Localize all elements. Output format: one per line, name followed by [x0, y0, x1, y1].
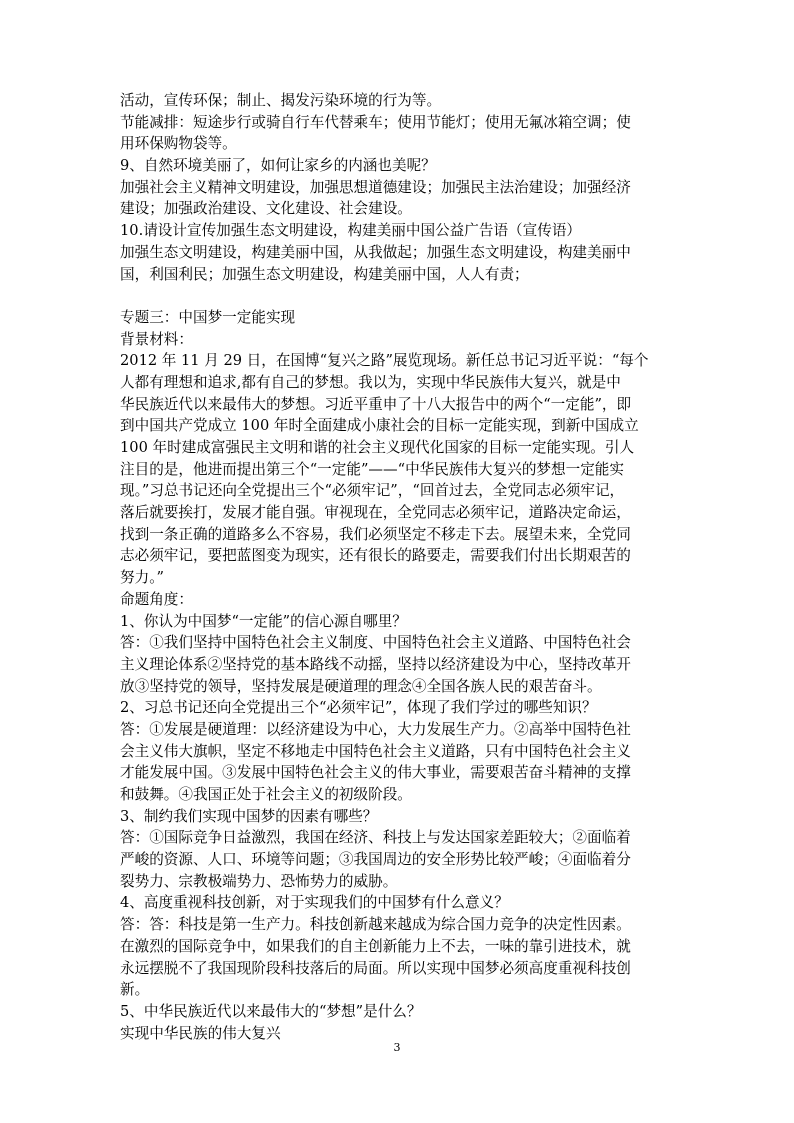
text-line: 国，利国利民；加强生态文明建设，构建美丽中国，人人有责；	[120, 265, 529, 283]
text-line: 到中国共产党成立 100 年时全面建成小康社会的目标一定能实现，到新中国成立	[120, 417, 639, 435]
text-line: 新。	[120, 981, 150, 999]
text-line: 答：①我们坚持中国特色社会主义制度、中国特色社会主义道路、中国特色社会	[120, 634, 631, 652]
text-line: 答：答：科技是第一生产力。科技创新越来越成为综合国力竞争的决定性因素。	[120, 916, 631, 934]
text-line: 建设；加强政治建设、文化建设、社会建设。	[120, 200, 412, 218]
text-line: 志必须牢记，要把蓝图变为现实，还有很长的路要走，需要我们付出长期艰苦的	[120, 547, 631, 565]
text-line: 才能发展中国。③发展中国特色社会主义的伟大事业，需要艰苦奋斗精神的支撑	[120, 764, 631, 782]
blank-line	[120, 285, 680, 307]
text-line: 努力。”	[120, 569, 164, 587]
text-line: 答：①发展是硬道理：以经济建设为中心，大力发展生产力。②高举中国特色社	[120, 720, 631, 738]
text-line: 2012 年 11 月 29 日，在国博“复兴之路”展览现场。新任总书记习近平说：“每个	[120, 352, 649, 370]
document-body	[120, 90, 680, 1044]
text-line: 会主义伟大旗帜，坚定不移地走中国特色社会主义道路，只有中国特色社会主义	[120, 742, 631, 760]
text-line: 3、制约我们实现中国梦的因素有哪些？	[120, 807, 378, 825]
text-line: 10.请设计宣传加强生态文明建设，构建美丽中国公益广告语（宣传语）	[120, 222, 582, 240]
page-number: 3	[393, 1041, 401, 1054]
text-line: 华民族近代以来最伟大的梦想。习近平重申了十八大报告中的两个“一定能”，即	[120, 395, 632, 413]
text-line: 放③坚持党的领导，坚持发展是硬道理的理念④全国各族人民的艰苦奋斗。	[120, 677, 602, 695]
text-line: 在激烈的国际竞争中，如果我们的自主创新能力上不去，一味的靠引进技术，就	[120, 937, 631, 955]
text-line: 节能减排：短途步行或骑自行车代替乘车；使用节能灯；使用无氟冰箱空调；使	[120, 113, 631, 131]
text-line: 专题三：中国梦一定能实现	[120, 308, 296, 326]
text-line: 永远摆脱不了我国现阶段科技落后的局面。所以实现中国梦必须高度重视科技创	[120, 959, 631, 977]
text-line: 4、高度重视科技创新，对于实现我们的中国梦有什么意义？	[120, 894, 509, 912]
text-line: 严峻的资源、人口、环境等问题；③我国周边的安全形势比较严峻；④面临着分	[120, 851, 631, 869]
text-line: 主义理论体系②坚持党的基本路线不动摇，坚持以经济建设为中心，坚持改革开	[120, 655, 631, 673]
text-line: 用环保购物袋等。	[120, 135, 237, 153]
text-line: 背景材料：	[120, 330, 193, 348]
text-line: 和鼓舞。④我国正处于社会主义的初级阶段。	[120, 786, 412, 803]
text-line: 5、中华民族近代以来最伟大的“梦想”是什么？	[120, 1002, 422, 1020]
text-line: 实现中华民族的伟大复兴	[120, 1024, 281, 1042]
text-line: 加强社会主义精神文明建设，加强思想道德建设；加强民主法治建设；加强经济	[120, 178, 631, 196]
text-line: 找到一条正确的道路多么不容易，我们必须坚定不移走下去。展望未来，全党同	[120, 525, 631, 543]
text-line: 9、自然环境美丽了，如何让家乡的内涵也美呢？	[120, 157, 436, 175]
text-line: 注目的是，他进而提出第三个“一定能”——“中华民族伟大复兴的梦想一定能实	[120, 460, 624, 478]
text-line: 落后就要挨打，发展才能自强。审视现在，全党同志必须牢记，道路决定命运，	[120, 504, 631, 522]
text-line: 加强生态文明建设，构建美丽中国，从我做起；加强生态文明建设，构建美丽中	[120, 243, 631, 261]
text-line: 裂势力、宗教极端势力、恐怖势力的威胁。	[120, 872, 398, 890]
text-line: 人都有理想和追求,都有自己的梦想。我以为，实现中华民族伟大复兴，就是中	[120, 373, 621, 391]
text-line: 命题角度：	[120, 590, 193, 608]
text-line: 100 年时建成富强民主文明和谐的社会主义现代化国家的目标一定能实现。引人	[120, 439, 635, 456]
text-line: 1、你认为中国梦“一定能”的信心源自哪里？	[120, 612, 407, 630]
text-line: 2、习总书记还向全党提出三个“必须牢记”，体现了我们学过的哪些知识？	[120, 699, 597, 717]
text-line: 答：①国际竞争日益激烈，我国在经济、科技上与发达国家差距较大；②面临着	[120, 829, 631, 847]
text-line: 现。”习总书记还向全党提出三个“必须牢记”，“回首过去，全党同志必须牢记，	[120, 482, 625, 500]
text-line: 活动，宣传环保；制止、揭发污染环境的行为等。	[120, 92, 442, 109]
